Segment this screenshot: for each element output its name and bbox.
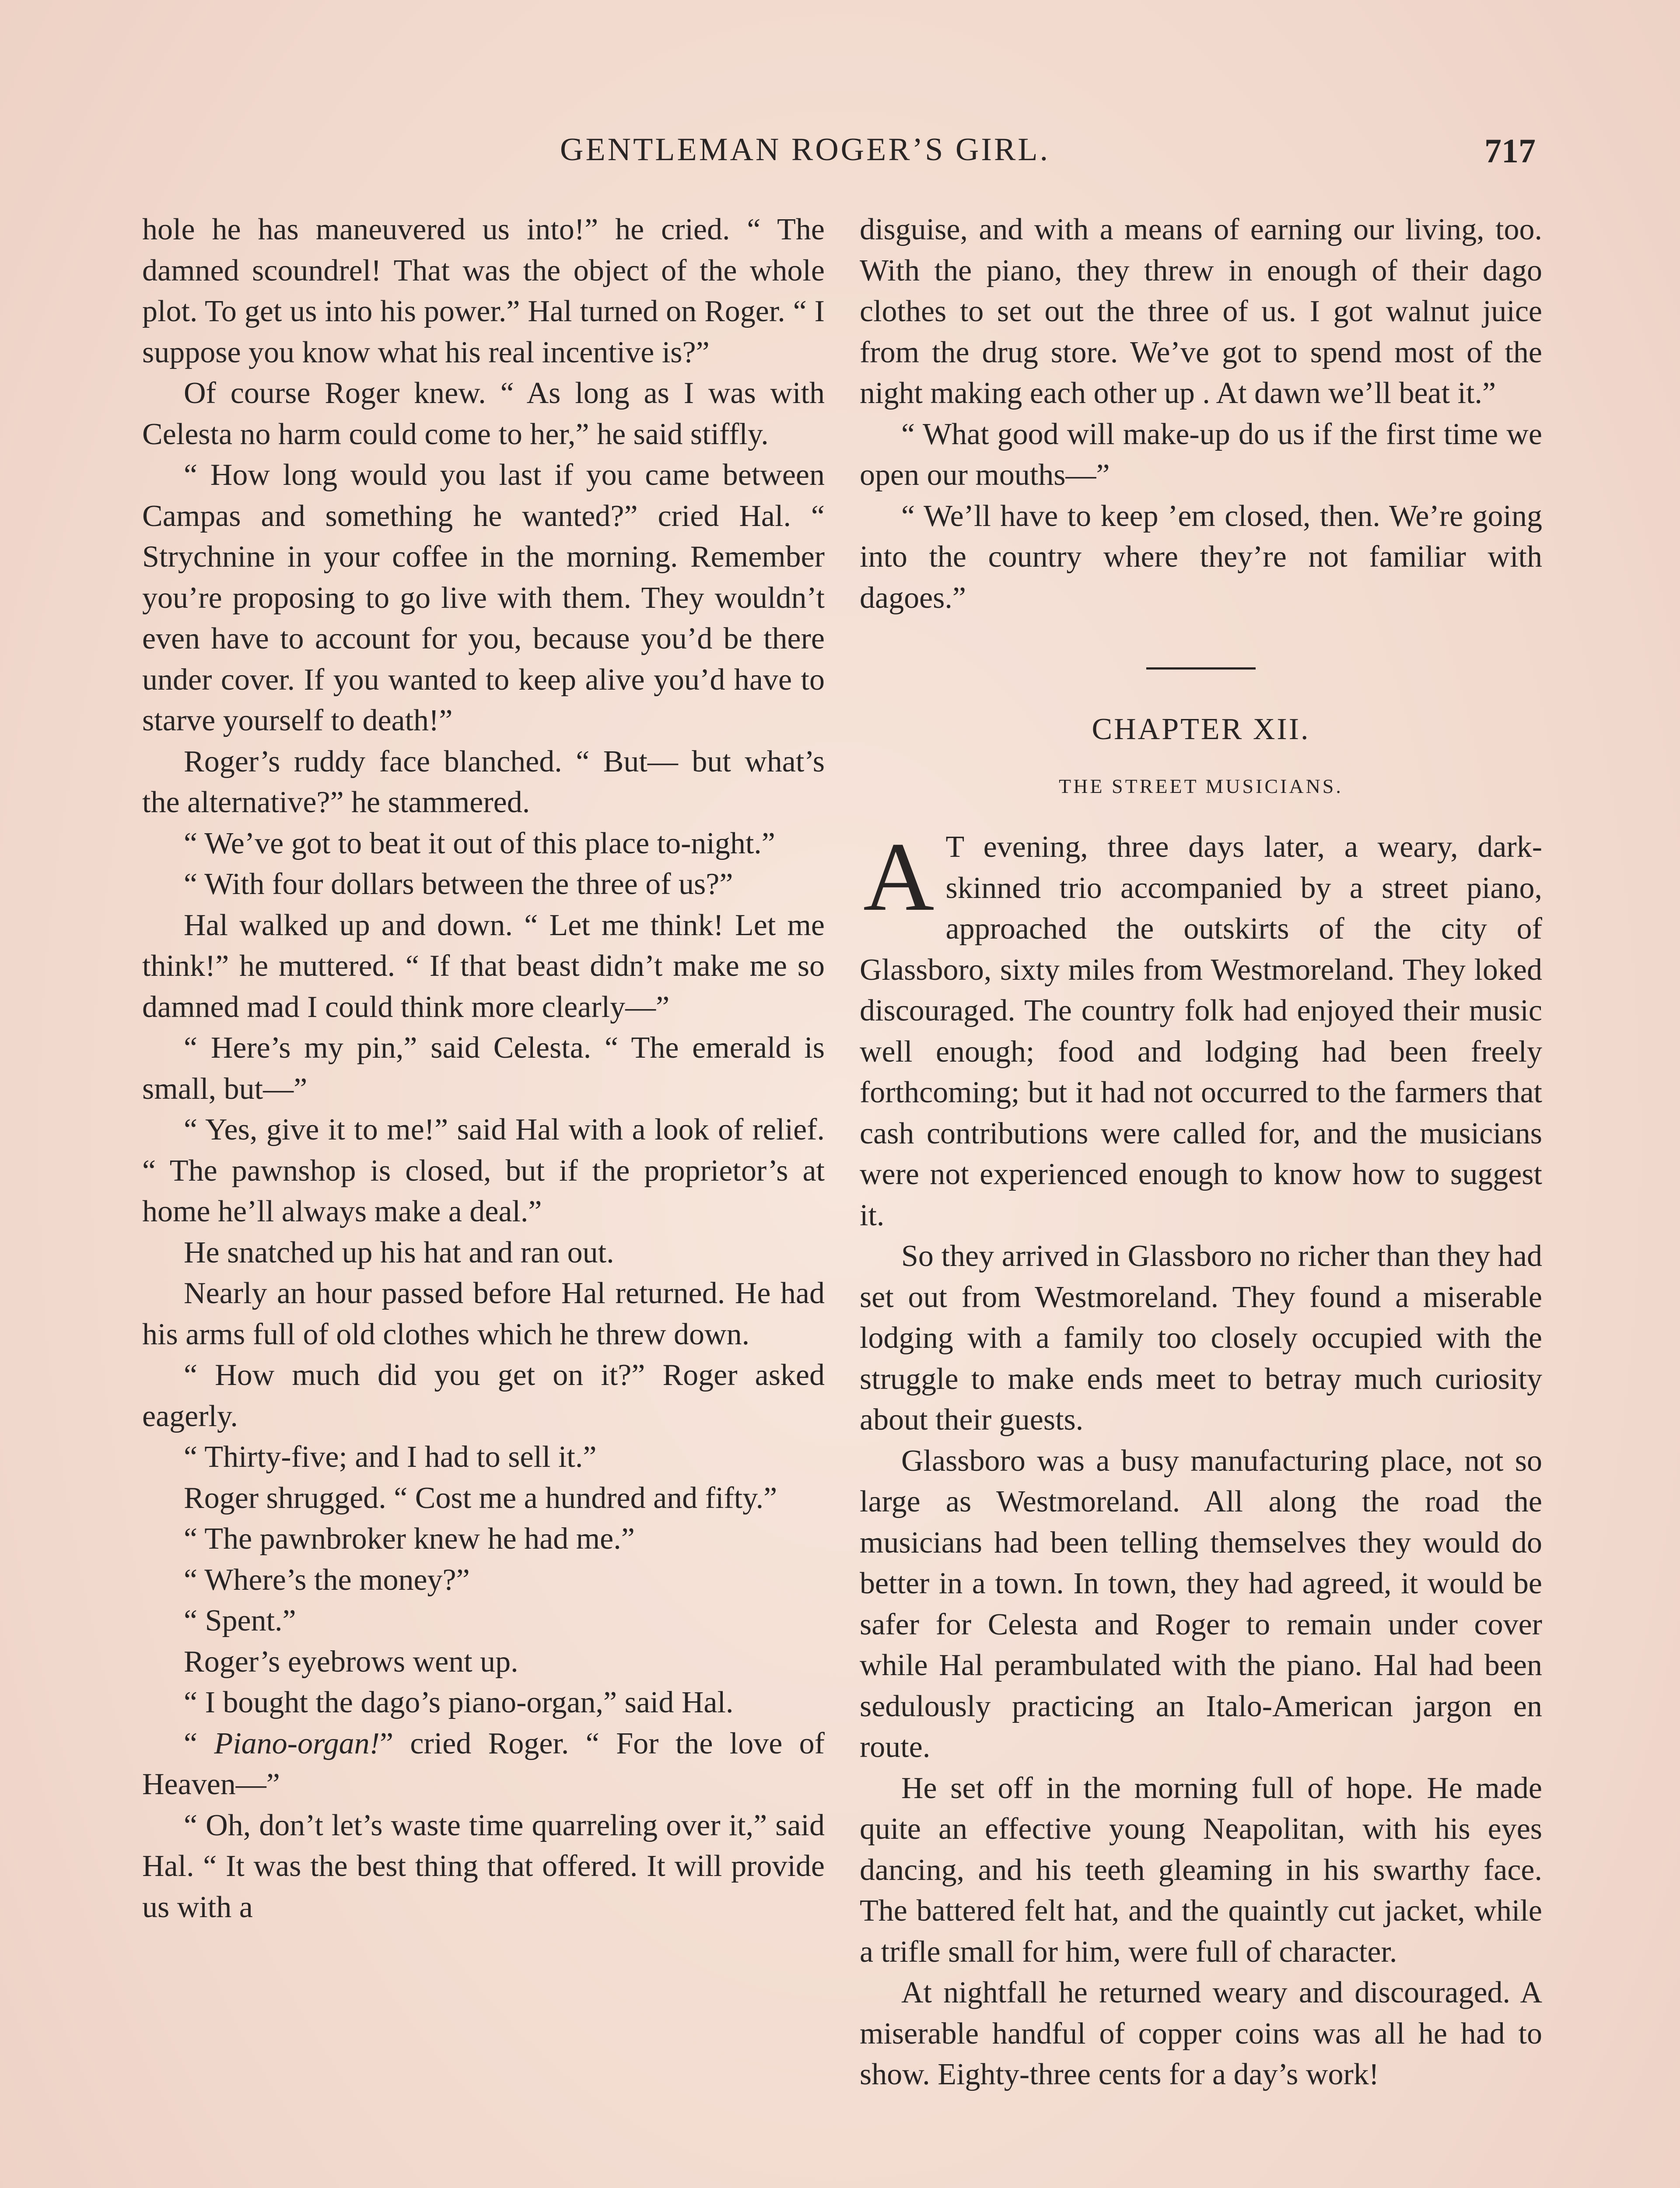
section-divider: [1146, 667, 1256, 670]
paragraph: disguise, and with a means of earning our living, too. With the piano, they threw in enough of their dago clothes to set out the three of us. I got walnut juice from the drug store. We’ve got to spend most of the night making each other up . At dawn we’ll beat it.”: [860, 213, 1542, 410]
paragraph: So they arrived in Glassboro no richer than they had set out from Westmoreland. They found a miserable lodging with a family too closely occupied with the struggle to make ends meet to betray much curiosity about their guests.: [860, 1239, 1542, 1437]
chapter-subtitle: THE STREET MUSICIANS.: [1059, 775, 1343, 797]
paragraph: hole he has maneuvered us into!” he cried. “ The damned scoundrel! That was the object of the whole plot. To get us into his power.” Hal turned on Roger. “ I suppose you know what his real incentive is?”: [142, 213, 825, 369]
paragraph: Nearly an hour passed before Hal returned. He had his arms full of old clothes which he threw down.: [142, 1276, 825, 1351]
paragraph: “ Yes, give it to me!” said Hal with a look of relief. “ The pawnshop is closed, but if the proprietor’s at home he’ll always make a deal.”: [142, 1113, 825, 1228]
paragraph: Hal walked up and down. “ Let me think! Let me think!” he muttered. “ If that beast didn’t make me so damned mad I could think more clearly—”: [142, 908, 825, 1024]
paragraph: “ The pawnbroker knew he had me.”: [184, 1522, 635, 1556]
page-header: [144, 131, 1536, 179]
paragraph: He snatched up his hat and ran out.: [184, 1235, 614, 1269]
paragraph: Roger shrugged. “ Cost me a hundred and fifty.”: [184, 1481, 777, 1515]
paragraph: “ We’ll have to keep ’em closed, then. We’re going into the country where they’re not familiar with dagoes.”: [860, 499, 1542, 615]
chapter-opening-paragraph: [860, 822, 1542, 1236]
paragraph: “ What good will make-up do us if the first time we open our mouths—”: [860, 417, 1542, 492]
paragraph: “ How long would you last if you came between Campas and something he wanted?” cried Hal. “ Strychnine in your coffee in the morning. Remember you’re proposing to go live with them. They wouldn’t even have to account for you, because you’d be there under cover. If you wanted to keep alive you’d have to starve yourself to death!”: [142, 458, 825, 737]
running-title: GENTLEMAN ROGER’S GIRL.: [560, 132, 1050, 168]
opening-text: T evening, three days later, a weary, dark-skinned trio accompanied by a street piano, approached the outskirts of the city of Glassboro, sixty miles from Westmoreland. They loked discouraged. The country folk had enjoyed their music well enough; food and lodging had been freely forthcoming; but it had not occurred to the farmers that cash contributions were called for, and the musicians were not experienced enough to know how to suggest it.: [860, 830, 1542, 1232]
page-number: 717: [1484, 132, 1536, 170]
paragraph: At nightfall he returned weary and discouraged. A miserable handful of copper coins was all he had to show. Eighty-three cents for a day’s work!: [860, 1976, 1542, 2091]
paragraph: “ Where’s the money?”: [184, 1563, 470, 1597]
paragraph: “ Oh, don’t let’s waste time quarreling over it,” said Hal. “ It was the best thing that offered. It will provide us with a: [142, 1808, 825, 1924]
paragraph: “ With four dollars between the three of us?”: [184, 867, 733, 901]
paragraph: Roger’s ruddy face blanched. “ But— but what’s the alternative?” he stammered.: [142, 744, 825, 819]
chapter-title: CHAPTER XII.: [1092, 712, 1310, 746]
drop-cap: A: [863, 822, 934, 931]
paragraph: He set off in the morning full of hope. He made quite an effective young Neapolitan, with his eyes dancing, and his teeth gleaming in his swarthy face. The battered felt hat, and the quaintly cut jacket, while a trifle small for him, were full of character.: [860, 1771, 1542, 1969]
paragraph-tail: ” cried Roger. “ For the love of Heaven—”: [142, 1726, 825, 1801]
paragraph: “ We’ve got to beat it out of this place to-night.”: [184, 826, 775, 860]
paragraph: Glassboro was a busy manufacturing place, not so large as Westmoreland. All along the road the musicians had been telling themselves they would do better in a town. In town, they had agreed, it would be safer for Celesta and Roger to remain under cover while Hal perambulated with the piano. Hal had been sedulously practicing an Italo-American jargon en route.: [860, 1444, 1542, 1764]
paragraph: “ Piano-organ!” cried Roger. “ For the love of Heaven—”: [142, 1726, 825, 1801]
paragraph: Of course Roger knew. “ As long as I was with Celesta no harm could come to her,” he said stiffly.: [142, 376, 825, 451]
paragraph: “ I bought the dago’s piano-organ,” said Hal.: [184, 1686, 734, 1719]
paragraph: “ Here’s my pin,” said Celesta. “ The emerald is small, but—”: [142, 1031, 825, 1106]
right-column: [860, 209, 1542, 2095]
italic-phrase: Piano-organ!: [214, 1726, 380, 1760]
left-column: [142, 209, 825, 1928]
paragraph: Roger’s eyebrows went up.: [184, 1645, 518, 1679]
paragraph: “ How much did you get on it?” Roger asked eagerly.: [142, 1358, 825, 1433]
paragraph: “ Thirty-five; and I had to sell it.”: [184, 1440, 597, 1474]
paragraph: “ Spent.”: [184, 1604, 296, 1637]
